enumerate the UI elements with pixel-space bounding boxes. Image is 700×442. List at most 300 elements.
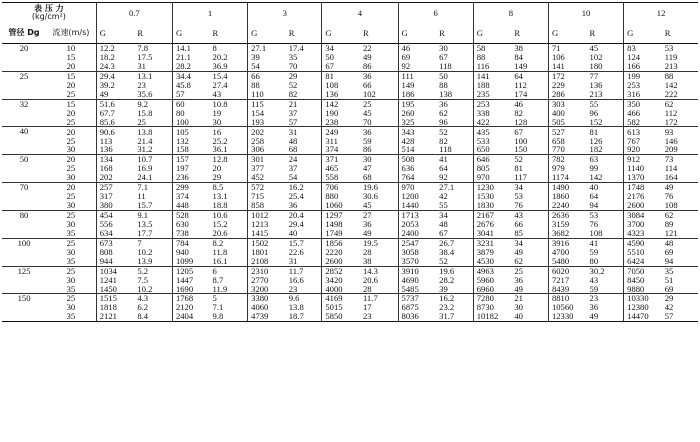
cell-r: 76	[587, 220, 624, 229]
col-header-r-7: R	[664, 27, 671, 38]
cell-r: 9.8	[210, 312, 248, 321]
cell-g: 141	[548, 62, 586, 71]
cell-g: 1768	[175, 293, 194, 304]
cell-g: 2600	[322, 257, 360, 266]
cell-r: 73	[664, 154, 674, 165]
cell-r: 59	[587, 248, 624, 257]
cell-g: 27.1	[251, 43, 267, 53]
cell-g: 613	[627, 126, 641, 137]
cell-g: 57	[172, 90, 209, 99]
cell-r: 52	[436, 127, 473, 136]
cell-r: 21.4	[134, 136, 172, 145]
velocity-cell: 30	[46, 248, 96, 257]
cell-g: 2676	[476, 219, 494, 229]
cell-g: 1440	[398, 201, 436, 210]
cell-g: 60	[175, 99, 185, 109]
velocity-cell: 35	[46, 257, 96, 266]
cell-r: 23.2	[436, 303, 473, 312]
cell-r: 62	[664, 210, 674, 220]
cell-g: 306	[248, 145, 286, 154]
cell-g: 646	[476, 154, 490, 165]
cell-r: 121	[662, 229, 698, 238]
table-row	[2, 109, 698, 118]
table-row	[2, 118, 698, 127]
cell-r: 67	[436, 229, 473, 238]
cell-g: 4700	[551, 247, 570, 257]
cell-r: 20.6	[210, 229, 248, 238]
cell-r: 12.8	[210, 155, 248, 164]
cell-r: 38.4	[436, 248, 473, 257]
cell-g: 1830	[473, 201, 511, 210]
cell-r: 21	[286, 99, 322, 108]
cell-r: 37	[286, 109, 322, 118]
cell-r: 43	[511, 210, 548, 219]
cell-g: 343	[401, 126, 415, 137]
cell-r: 63	[587, 155, 624, 164]
cell-r: 4.3	[134, 294, 172, 303]
cell-r: 213	[587, 90, 624, 99]
cell-g: 452	[248, 173, 286, 182]
cell-g: 5015	[325, 303, 343, 313]
cell-g: 12.2	[99, 43, 115, 53]
cell-g: 5960	[476, 275, 494, 285]
cell-g: 920	[624, 145, 662, 154]
diameter-cell: 125	[2, 266, 46, 294]
cell-r: 21	[511, 294, 548, 303]
cell-r: 34	[511, 238, 548, 247]
cell-g: 303	[551, 99, 565, 109]
cell-r: 77	[587, 71, 624, 80]
cell-g: 2547	[401, 238, 419, 248]
table-row	[2, 275, 698, 284]
cell-g: 465	[325, 164, 339, 174]
cell-g: 141	[476, 71, 490, 81]
cell-g: 4530	[473, 257, 511, 266]
cell-r: 99	[587, 164, 624, 173]
cell-r: 11.9	[210, 284, 248, 293]
cell-r: 43	[587, 275, 624, 284]
velocity-cell: 20	[46, 183, 96, 192]
cell-g: 188	[476, 80, 490, 90]
cell-r: 50	[436, 71, 473, 80]
velocity-cell: 30	[46, 145, 96, 154]
cell-g: 805	[476, 164, 490, 174]
cell-g: 2600	[624, 201, 662, 210]
cell-r: 49	[664, 182, 674, 192]
velocity-cell: 20	[46, 81, 96, 90]
cell-g: 1818	[99, 303, 117, 313]
cell-r: 85	[511, 229, 548, 238]
cell-g: 8450	[627, 275, 645, 285]
table-row	[2, 257, 698, 266]
cell-g: 29.4	[99, 71, 115, 81]
diameter-cell: 150	[2, 294, 46, 322]
cell-g: 582	[624, 118, 662, 127]
cell-g: 229	[551, 80, 565, 90]
cell-g: 558	[322, 173, 360, 182]
cell-g: 236	[172, 173, 209, 182]
cell-r: 13.5	[134, 220, 172, 229]
cell-g: 3916	[551, 238, 570, 248]
table-row	[2, 303, 698, 312]
cell-g: 2220	[325, 247, 343, 257]
velocity-cell: 30	[46, 201, 96, 210]
cell-r: 70	[360, 118, 398, 127]
cell-r: 10.6	[210, 210, 248, 219]
cell-g: 1530	[476, 192, 494, 201]
cell-r: 48	[286, 136, 322, 145]
cell-g: 6960	[473, 284, 511, 293]
cell-r: 126	[587, 136, 624, 145]
velocity-cell: 25	[46, 238, 96, 247]
cell-r: 25	[511, 266, 548, 275]
cell-r: 172	[662, 118, 698, 127]
cell-r: 84	[511, 53, 548, 62]
cell-r: 16.9	[134, 164, 172, 173]
cell-g: 770	[548, 145, 586, 154]
cell-g: 92	[398, 62, 436, 71]
table-row	[2, 266, 698, 275]
cell-r: 92	[436, 173, 473, 182]
col-header-r-0: R	[134, 23, 172, 44]
cell-g: 1713	[401, 210, 419, 220]
header-row-pressure	[2, 3, 698, 24]
cell-r: 10.7	[134, 155, 172, 164]
cell-r: 146	[664, 136, 678, 146]
cell-g: 2176	[627, 192, 645, 201]
col-header-r-4: R	[436, 23, 473, 44]
cell-r: 36	[360, 71, 398, 80]
cell-r: 27.4	[210, 81, 248, 90]
cell-g: 338	[476, 108, 490, 118]
cell-g: 116	[473, 62, 511, 71]
velocity-cell: 25	[46, 90, 96, 99]
cell-g: 7280	[476, 293, 494, 304]
cell-g: 2121	[96, 312, 134, 321]
col-header-r-1: R	[210, 23, 248, 44]
steam-flow-table	[2, 2, 698, 322]
cell-r: 40	[587, 183, 624, 192]
cell-g: 350	[627, 99, 641, 109]
cell-g: 2400	[398, 229, 436, 238]
cell-g: 18.2	[99, 52, 115, 62]
cell-g: 132	[175, 136, 189, 146]
col-header-g-4: G	[401, 27, 408, 38]
cell-r: 102	[587, 53, 624, 62]
cell-g: 88	[476, 52, 486, 62]
cell-r: 25	[360, 99, 398, 108]
table-row	[2, 294, 698, 303]
cell-g: 238	[322, 118, 360, 127]
cell-g: 1415	[248, 229, 286, 238]
cell-g: 1856	[325, 238, 343, 248]
cell-g: 380	[96, 201, 134, 210]
velocity-cell: 30	[46, 220, 96, 229]
cell-r: 36	[286, 201, 322, 210]
cell-g: 1297	[325, 210, 343, 220]
cell-g: 1034	[99, 266, 117, 276]
pressure-col-5: 8	[473, 3, 548, 24]
cell-r: 15.7	[286, 238, 322, 247]
cell-g: 14.1	[175, 43, 191, 53]
cell-r: 20.6	[360, 275, 398, 284]
cell-r: 30	[436, 44, 473, 53]
cell-g: 67	[322, 62, 360, 71]
cell-r: 6.2	[134, 303, 172, 312]
table-row	[2, 238, 698, 247]
cell-g: 235	[473, 90, 511, 99]
cell-r: 38	[511, 44, 548, 53]
cell-r: 67	[436, 53, 473, 62]
cell-r: 76	[664, 192, 674, 201]
cell-r: 10.2	[134, 248, 172, 257]
cell-r: 27	[360, 210, 398, 219]
cell-r: 100	[511, 136, 548, 145]
cell-g: 3041	[473, 229, 511, 238]
cell-r: 11.7	[286, 266, 322, 275]
cell-g: 9880	[624, 284, 662, 293]
cell-g: 1060	[322, 201, 360, 210]
velocity-cell: 20	[46, 155, 96, 164]
cell-g: 435	[476, 126, 490, 137]
table-row	[2, 81, 698, 90]
cell-g: 108	[325, 80, 339, 90]
diameter-cell: 32	[2, 99, 46, 127]
cell-r: 36	[360, 127, 398, 136]
table-row	[2, 210, 698, 219]
velocity-cell: 30	[46, 303, 96, 312]
cell-r: 27.1	[436, 183, 473, 192]
cell-g: 4169	[325, 293, 343, 304]
cell-r: 29	[286, 71, 322, 80]
cell-r: 41	[436, 155, 473, 164]
cell-r: 28	[360, 248, 398, 257]
cell-g: 880	[325, 192, 339, 201]
cell-r: 182	[587, 145, 624, 154]
table-row	[2, 155, 698, 164]
cell-g: 66	[251, 71, 260, 81]
cell-r: 62	[664, 99, 674, 109]
cell-g: 14470	[624, 312, 662, 321]
cell-r: 62	[511, 257, 548, 266]
cell-g: 100	[172, 118, 209, 127]
cell-r: 31.7	[436, 312, 473, 321]
cell-g: 1213	[251, 219, 269, 229]
cell-r: 22.6	[286, 248, 322, 257]
pressure-col-4: 6	[398, 3, 473, 24]
cell-r: 31	[286, 257, 322, 266]
cell-g: 533	[476, 136, 490, 146]
cell-g: 2310	[251, 266, 269, 276]
cell-g: 186	[398, 90, 436, 99]
cell-g: 5737	[401, 293, 419, 304]
cell-r: 31.2	[134, 145, 172, 154]
cell-g: 136	[322, 90, 360, 99]
cell-r: 22	[360, 44, 398, 53]
diameter-cell: 25	[2, 71, 46, 99]
cell-r: 29.4	[286, 220, 322, 229]
cell-g: 69	[401, 52, 411, 62]
cell-r: 29	[210, 173, 248, 182]
velocity-cell: 25	[46, 118, 96, 127]
cell-r: 17.7	[134, 229, 172, 238]
cell-r: 20.4	[286, 210, 322, 219]
cell-r: 28.2	[436, 275, 473, 284]
cell-g: 1140	[627, 164, 645, 174]
cell-g: 158	[172, 145, 209, 154]
cell-r: 11	[134, 192, 172, 201]
pressure-col-7: 12	[656, 7, 666, 18]
cell-g: 630	[175, 219, 189, 229]
cell-r: 10.8	[210, 99, 248, 108]
pressure-header-cell	[2, 3, 96, 24]
cell-r: 5.2	[134, 266, 172, 275]
cell-r: 14.3	[360, 266, 398, 275]
table-row	[2, 62, 698, 71]
pressure-col-3: 4	[322, 3, 398, 24]
cell-g: 6020	[551, 266, 570, 276]
cell-r: 36	[587, 303, 624, 312]
cell-g: 428	[401, 136, 415, 146]
cell-r: 10.2	[134, 284, 172, 293]
cell-g: 10330	[627, 293, 649, 304]
cell-g: 1749	[322, 229, 360, 238]
cell-g: 21.1	[175, 52, 191, 62]
cell-g: 3380	[251, 293, 269, 304]
cell-g: 80	[175, 108, 185, 118]
cell-g: 157	[175, 154, 189, 165]
cell-r: 49	[587, 312, 624, 321]
cell-g: 105	[175, 126, 189, 137]
cell-r: 8.5	[210, 183, 248, 192]
cell-g: 1205	[175, 266, 194, 276]
cell-r: 88	[664, 71, 674, 81]
cell-g: 673	[99, 238, 113, 248]
cell-g: 257	[99, 182, 113, 192]
cell-r: 16.1	[210, 257, 248, 266]
cell-r: 24	[286, 155, 322, 164]
cell-g: 374	[322, 145, 360, 154]
cell-r: 38	[360, 257, 398, 266]
cell-g: 4739	[248, 312, 286, 321]
cell-r: 67	[511, 127, 548, 136]
cell-g: 738	[172, 229, 209, 238]
table-row	[2, 164, 698, 173]
cell-g: 258	[251, 136, 265, 146]
col-header-g-1: G	[175, 27, 183, 38]
col-header-g-2: G	[251, 27, 258, 38]
velocity-cell: 35	[46, 312, 96, 321]
table-row	[2, 220, 698, 229]
cell-r: 23	[286, 284, 322, 293]
cell-g: 3570	[398, 257, 436, 266]
cell-r: 16	[210, 127, 248, 136]
cell-g: 7050	[627, 266, 645, 276]
table-row	[2, 284, 698, 293]
cell-g: 5510	[627, 247, 645, 257]
cell-r: 19.6	[360, 183, 398, 192]
col-header-g-6: G	[551, 27, 559, 38]
cell-r: 53	[664, 43, 674, 53]
cell-r: 28	[360, 284, 398, 293]
table-row	[2, 312, 698, 321]
pressure-label: 表 压 力	[34, 4, 64, 13]
cell-r: 11.8	[210, 248, 248, 257]
cell-r: 13.1	[210, 192, 248, 201]
cell-r: 89	[664, 219, 674, 229]
cell-g: 111	[401, 71, 414, 81]
cell-r: 81	[511, 164, 548, 173]
cell-g: 2770	[251, 275, 269, 285]
cell-r: 20.2	[210, 53, 248, 62]
cell-r: 13.1	[134, 71, 172, 80]
cell-g: 1370	[624, 173, 662, 182]
cell-r: 8.7	[210, 275, 248, 284]
cell-r: 222	[662, 90, 698, 99]
cell-r: 96	[436, 118, 473, 127]
cell-r: 45	[360, 109, 398, 118]
cell-g: 5480	[548, 257, 586, 266]
cell-g: 505	[548, 118, 586, 127]
col-header-r-2: R	[286, 23, 322, 44]
cell-g: 1099	[172, 257, 209, 266]
col-header-g-7: G	[627, 27, 634, 38]
cell-r: 7.1	[134, 183, 172, 192]
cell-g: 10182	[473, 312, 511, 321]
cell-r: 35.6	[134, 90, 172, 99]
velocity-cell: 20	[46, 109, 96, 118]
cell-g: 90.6	[99, 126, 115, 137]
cell-g: 83	[627, 43, 636, 53]
table-row	[2, 99, 698, 108]
cell-g: 1690	[172, 284, 209, 293]
cell-g: 2167	[476, 210, 494, 220]
cell-r: 16.2	[286, 183, 322, 192]
table-row	[2, 173, 698, 182]
velocity-cell: 20	[46, 62, 96, 71]
cell-r: 93	[664, 126, 674, 137]
velocity-cell: 20	[46, 127, 96, 136]
table-row	[2, 248, 698, 257]
cell-r: 80	[587, 257, 624, 266]
diameter-cell: 50	[2, 155, 46, 183]
velocity-cell: 35	[46, 284, 96, 293]
cell-r: 5	[210, 294, 248, 303]
cell-r: 119	[664, 52, 678, 62]
pressure-col-2: 3	[248, 3, 322, 24]
cell-g: 3200	[248, 284, 286, 293]
cell-r: 49	[511, 284, 548, 293]
cell-r: 9.2	[134, 99, 172, 108]
cell-r: 36	[360, 220, 398, 229]
cell-r: 45	[587, 44, 624, 53]
cell-r: 36	[436, 99, 473, 108]
cell-r: 37	[286, 164, 322, 173]
pressure-unit: (kg/cm²)	[31, 12, 66, 21]
cell-r: 7.1	[210, 303, 248, 312]
cell-r: 48	[664, 238, 674, 248]
cell-g: 51.6	[99, 99, 115, 109]
cell-g: 12380	[627, 303, 649, 313]
cell-r: 128	[511, 118, 548, 127]
cell-g: 3879	[476, 247, 494, 257]
cell-r: 9.6	[286, 294, 322, 303]
cell-r: 26.7	[436, 238, 473, 247]
cell-g: 1515	[99, 293, 117, 304]
cell-g: 650	[473, 145, 511, 154]
cell-r: 64	[587, 192, 624, 201]
cell-r: 11.7	[360, 294, 398, 303]
